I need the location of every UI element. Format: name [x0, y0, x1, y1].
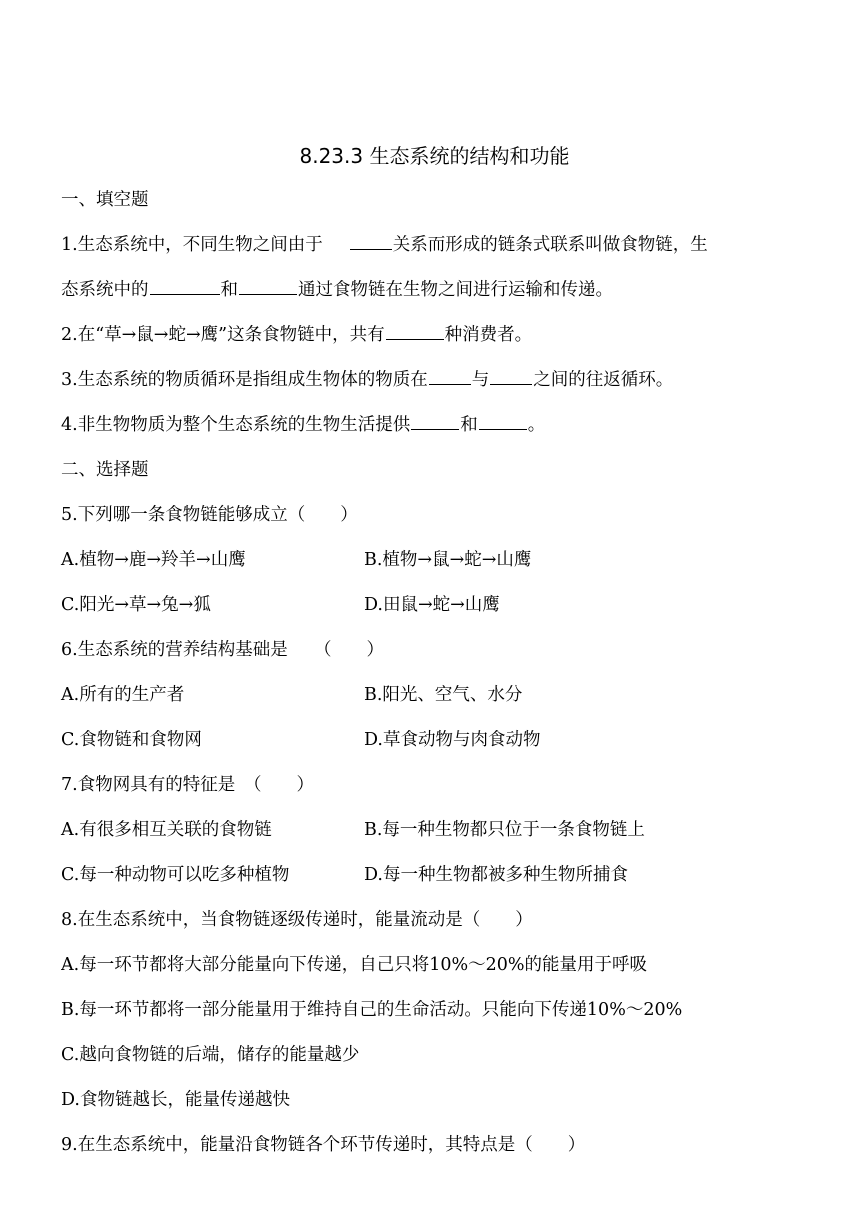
- question-5-options-row-1: [61, 538, 802, 583]
- question-2-text-b: 种消费者。: [444, 325, 533, 345]
- question-2: [61, 313, 802, 358]
- question-7-option-c: C.每一种动物可以吃多种植物: [61, 865, 290, 885]
- question-1-line-1: [61, 223, 802, 268]
- question-8-option-a: A.每一环节都将大部分能量向下传递，自己只将10%～20%的能量用于呼吸: [61, 955, 647, 975]
- question-4: [61, 403, 802, 448]
- question-6-option-a: A.所有的生产者: [61, 685, 185, 705]
- question-3: [61, 358, 802, 403]
- question-6-options-row-1: [61, 673, 802, 718]
- question-1-text-a: 1.生态系统中，不同生物之间由于: [61, 235, 323, 255]
- question-6-option-b: B.阳光、空气、水分: [364, 685, 523, 705]
- question-6-options-row-2: [61, 718, 802, 763]
- question-1-blank-1: [350, 231, 392, 250]
- question-4-blank-1: [411, 411, 459, 430]
- question-5-options-row-2: [61, 583, 802, 628]
- question-4-text-c: 。: [527, 415, 546, 435]
- question-3-text-a: 3.生态系统的物质循环是指组成生物体的物质在: [61, 370, 428, 390]
- question-3-text-b: 与: [471, 370, 490, 390]
- question-5-option-a: A.植物→鹿→羚羊→山鹰: [61, 550, 246, 570]
- question-2-text-a: 2.在“草→鼠→蛇→鹰”这条食物链中，共有: [61, 325, 385, 345]
- question-7-option-a: A.有很多相互关联的食物链: [61, 820, 272, 840]
- question-1-text-c: 态系统中的: [61, 280, 149, 300]
- question-3-blank-2: [490, 366, 532, 385]
- question-9-stem: 9.在生态系统中，能量沿食物链各个环节传递时，其特点是（ ）: [61, 1135, 586, 1155]
- question-3-blank-1: [429, 366, 471, 385]
- question-4-text-b: 和: [460, 415, 478, 435]
- question-1-text-d: 和: [220, 280, 238, 300]
- question-8-option-d: D.食物链越长，能量传递越快: [61, 1090, 290, 1110]
- question-6-stem: 6.生态系统的营养结构基础是 （ ）: [61, 640, 384, 660]
- section-choice-heading: 二、选择题: [61, 460, 149, 480]
- question-4-text-a: 4.非生物物质为整个生态系统的生物生活提供: [61, 415, 411, 435]
- question-1-text-e: 通过食物链在生物之间进行运输和传递。: [298, 280, 613, 300]
- question-7-options-row-1: [61, 808, 802, 853]
- question-5-option-b: B.植物→鼠→蛇→山鹰: [364, 550, 532, 570]
- question-5-stem: 5.下列哪一条食物链能够成立（ ）: [61, 505, 358, 525]
- question-8-option-b: B.每一环节都将一部分能量用于维持自己的生命活动。只能向下传递10%～20%: [61, 1000, 683, 1020]
- question-2-blank: [386, 321, 444, 340]
- question-6-option-d: D.草食动物与肉食动物: [364, 730, 541, 750]
- question-1-blank-3: [239, 276, 297, 295]
- question-5-option-c: C.阳光→草→兔→狐: [61, 595, 211, 615]
- question-7-option-d: D.每一种生物都被多种生物所捕食: [364, 865, 628, 885]
- page-title: 8.23.3 生态系统的结构和功能: [299, 144, 570, 168]
- section-fill-in-heading: 一、填空题: [61, 190, 149, 210]
- question-1-line-2: [61, 268, 802, 313]
- question-4-blank-2: [479, 411, 527, 430]
- question-5-option-d: D.田鼠→蛇→山鹰: [364, 595, 500, 615]
- question-8-stem: 8.在生态系统中，当食物链逐级传递时，能量流动是（ ）: [61, 910, 533, 930]
- question-7-option-b: B.每一种生物都只位于一条食物链上: [364, 820, 645, 840]
- question-7-options-row-2: [61, 853, 802, 898]
- question-1-text-b: 关系而形成的链条式联系叫做食物链，生: [392, 235, 708, 255]
- question-7-stem: 7.食物网具有的特征是 （ ）: [61, 775, 314, 795]
- question-3-text-c: 之间的往返循环。: [533, 370, 674, 390]
- question-1-blank-2: [150, 276, 220, 295]
- question-6-option-c: C.食物链和食物网: [61, 730, 202, 750]
- question-8-option-c: C.越向食物链的后端，储存的能量越少: [61, 1045, 360, 1065]
